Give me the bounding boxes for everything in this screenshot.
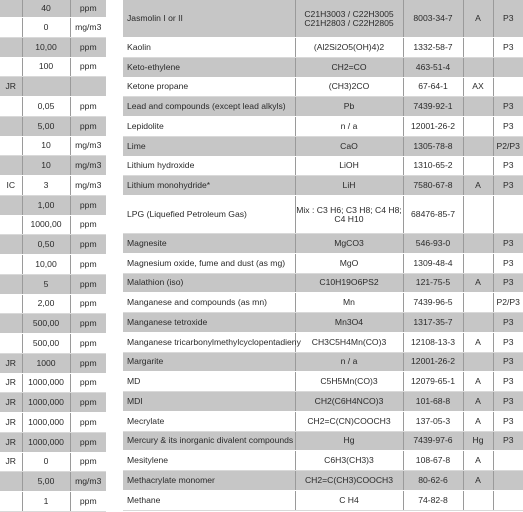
respirator-class-cell: P2/P3 [493, 293, 523, 313]
formula-cell: C6H3(CH3)3 [295, 451, 403, 471]
unit-cell: ppm [70, 255, 106, 275]
substance-name-cell: MD [123, 372, 295, 392]
substance-name-cell: Manganese tricarbonylmethylcyclopentadieny [123, 332, 295, 352]
table-row [123, 97, 523, 117]
table-row [123, 451, 523, 471]
notation-cell [0, 136, 22, 156]
cas-number-cell: 7580-67-8 [403, 176, 463, 196]
limit-value-cell: 5,00 [22, 116, 70, 136]
table-row [0, 314, 106, 334]
unit-cell: ppm [70, 492, 106, 512]
table-row [0, 492, 106, 512]
formula-cell: n / a [295, 352, 403, 372]
substance-name-cell: Lithium monohydride* [123, 176, 295, 196]
notation-cell: JR [0, 353, 22, 373]
respirator-class-cell: P3 [493, 0, 523, 38]
formula-cell: LiOH [295, 156, 403, 176]
notation-cell [463, 234, 493, 254]
cas-number-cell: 1309-48-4 [403, 253, 463, 273]
substance-name-cell: Manganese and compounds (as mn) [123, 293, 295, 313]
notation-cell [0, 57, 22, 77]
limit-value-cell: 10 [22, 156, 70, 176]
cas-number-cell: 137-05-3 [403, 411, 463, 431]
notation-cell [463, 97, 493, 117]
cas-number-cell: 1310-65-2 [403, 156, 463, 176]
cas-number-cell: 101-68-8 [403, 392, 463, 412]
table-row [0, 432, 106, 452]
table-row [0, 413, 106, 433]
table-row [0, 116, 106, 136]
limit-value-cell: 500,00 [22, 314, 70, 334]
unit-cell [70, 77, 106, 97]
formula-cell: (Al2Si2O5(OH)4)2 [295, 38, 403, 58]
notation-cell [0, 37, 22, 57]
unit-cell: ppm [70, 432, 106, 452]
cas-number-cell: 108-67-8 [403, 451, 463, 471]
limit-value-cell: 5,00 [22, 472, 70, 492]
respirator-class-cell: P3 [493, 38, 523, 58]
unit-cell: mg/m3 [70, 176, 106, 196]
substance-name-cell: Kaolin [123, 38, 295, 58]
table-row [0, 274, 106, 294]
limit-value-cell: 10,00 [22, 37, 70, 57]
formula-cell: CaO [295, 136, 403, 156]
substance-name-cell: Manganese tetroxide [123, 313, 295, 333]
cas-number-cell: 67-64-1 [403, 77, 463, 97]
substance-name-cell: Mesitylene [123, 451, 295, 471]
table-row [0, 472, 106, 492]
limit-value-cell: 1000,000 [22, 373, 70, 393]
unit-cell: ppm [70, 235, 106, 255]
substance-name-cell: Magnesite [123, 234, 295, 254]
limit-value-cell: 0 [22, 18, 70, 38]
notation-cell [463, 352, 493, 372]
notation-cell: JR [0, 452, 22, 472]
table-row [0, 452, 106, 472]
notation-cell [463, 253, 493, 273]
table-row [0, 156, 106, 176]
substance-name-cell: Margarite [123, 352, 295, 372]
cas-number-cell: 12001-26-2 [403, 352, 463, 372]
table-row [123, 156, 523, 176]
notation-cell [0, 472, 22, 492]
notation-cell [463, 156, 493, 176]
limit-value-cell: 0 [22, 452, 70, 472]
table-row [0, 77, 106, 97]
table-row [123, 431, 523, 451]
limit-value-cell: 3 [22, 176, 70, 196]
notation-cell [0, 97, 22, 117]
notation-cell: Hg [463, 431, 493, 451]
table-row [0, 97, 106, 117]
substance-name-cell: Methacrylate monomer [123, 471, 295, 491]
cas-number-cell: 7439-92-1 [403, 97, 463, 117]
limit-value-cell: 0,05 [22, 97, 70, 117]
formula-cell: Pb [295, 97, 403, 117]
unit-cell: ppm [70, 294, 106, 314]
substance-name-cell: Lime [123, 136, 295, 156]
cas-number-cell: 12001-26-2 [403, 117, 463, 137]
table-row [123, 117, 523, 137]
table-row [0, 255, 106, 275]
formula-cell: MgO [295, 253, 403, 273]
respirator-class-cell [493, 57, 523, 77]
table-row [123, 273, 523, 293]
table-row [123, 196, 523, 234]
notation-cell [0, 255, 22, 275]
left-table-body [0, 0, 106, 511]
unit-cell: ppm [70, 97, 106, 117]
notation-cell [0, 294, 22, 314]
formula-cell: LiH [295, 176, 403, 196]
substance-name-cell: Mercury & its inorganic divalent compounds [123, 431, 295, 451]
unit-cell: ppm [70, 353, 106, 373]
notation-cell: A [463, 392, 493, 412]
formula-cell: CH2=C(CN)COOCH3 [295, 411, 403, 431]
notation-cell [0, 215, 22, 235]
unit-cell: ppm [70, 373, 106, 393]
notation-cell: JR [0, 413, 22, 433]
table-row [0, 373, 106, 393]
formula-cell: CH2=C(CH3)COOCH3 [295, 471, 403, 491]
table-row [123, 313, 523, 333]
notation-cell [0, 314, 22, 334]
limit-value-cell: 1000 [22, 353, 70, 373]
unit-cell: ppm [70, 57, 106, 77]
table-row [0, 57, 106, 77]
formula-cell: C10H19O6PS2 [295, 273, 403, 293]
unit-cell: ppm [70, 37, 106, 57]
respirator-class-cell [493, 196, 523, 234]
notation-cell: A [463, 332, 493, 352]
cas-number-cell: 463-51-4 [403, 57, 463, 77]
substance-name-cell: Malathion (iso) [123, 273, 295, 293]
formula-cell: C5H5Mn(CO)3 [295, 372, 403, 392]
unit-cell: mg/m3 [70, 472, 106, 492]
cas-number-cell: 546-93-0 [403, 234, 463, 254]
formula-cell: Mix : C3 H6; C3 H8; C4 H8; C4 H10 [295, 196, 403, 234]
notation-cell: A [463, 0, 493, 38]
respirator-class-cell: P3 [493, 313, 523, 333]
formula-cell: Mn [295, 293, 403, 313]
respirator-class-cell: P3 [493, 156, 523, 176]
respirator-class-cell [493, 77, 523, 97]
formula-cell: CH2(C6H4NCO)3 [295, 392, 403, 412]
formula-cell: CH2=CO [295, 57, 403, 77]
respirator-class-cell: P3 [493, 253, 523, 273]
respirator-class-cell: P3 [493, 176, 523, 196]
table-row [0, 0, 106, 18]
notation-cell [0, 195, 22, 215]
substance-name-cell: Methane [123, 490, 295, 510]
formula-cell: Hg [295, 431, 403, 451]
table-row [123, 471, 523, 491]
table-row [0, 136, 106, 156]
limit-value-cell: 1000,000 [22, 432, 70, 452]
cas-number-cell: 7439-97-6 [403, 431, 463, 451]
formula-cell: (CH3)2CO [295, 77, 403, 97]
notation-cell [0, 274, 22, 294]
table-row [123, 253, 523, 273]
unit-cell: ppm [70, 452, 106, 472]
notation-cell [0, 492, 22, 512]
respirator-class-cell: P3 [493, 273, 523, 293]
table-row [123, 490, 523, 510]
respirator-class-cell: P2/P3 [493, 136, 523, 156]
formula-cell: CH3C5H4Mn(CO)3 [295, 332, 403, 352]
table-row [123, 392, 523, 412]
limit-value-cell: 1000,000 [22, 393, 70, 413]
substance-name-cell: Mecrylate [123, 411, 295, 431]
respirator-class-cell [493, 490, 523, 510]
notation-cell: JR [0, 77, 22, 97]
notation-cell [463, 117, 493, 137]
table-row [123, 372, 523, 392]
notation-cell [0, 156, 22, 176]
substance-name-cell: Keto-ethylene [123, 57, 295, 77]
table-row [123, 57, 523, 77]
notation-cell: JR [0, 393, 22, 413]
notation-cell: IC [0, 176, 22, 196]
notation-cell: AX [463, 77, 493, 97]
notation-cell: A [463, 451, 493, 471]
limit-value-cell: 10 [22, 136, 70, 156]
table-row [123, 352, 523, 372]
unit-cell: mg/m3 [70, 136, 106, 156]
unit-cell: ppm [70, 195, 106, 215]
table-row [123, 176, 523, 196]
unit-cell: ppm [70, 393, 106, 413]
notation-cell [463, 57, 493, 77]
respirator-class-cell [493, 471, 523, 491]
notation-cell [463, 490, 493, 510]
unit-cell: ppm [70, 215, 106, 235]
table-row [123, 136, 523, 156]
cas-number-cell: 68476-85-7 [403, 196, 463, 234]
table-row [123, 0, 523, 38]
substance-name-cell: Ketone propane [123, 77, 295, 97]
unit-cell: ppm [70, 334, 106, 354]
table-row [0, 37, 106, 57]
notation-cell [463, 38, 493, 58]
notation-cell [463, 313, 493, 333]
limit-value-cell: 5 [22, 274, 70, 294]
formula-cell: C H4 [295, 490, 403, 510]
cas-number-cell: 12108-13-3 [403, 332, 463, 352]
notation-cell [463, 136, 493, 156]
table-row [0, 195, 106, 215]
table-row [0, 334, 106, 354]
respirator-class-cell [493, 451, 523, 471]
cas-number-cell: 1332-58-7 [403, 38, 463, 58]
table-row [123, 332, 523, 352]
notation-cell: A [463, 411, 493, 431]
limit-value-cell: 1000,000 [22, 413, 70, 433]
notation-cell [0, 0, 22, 18]
formula-cell: C21H3003 / C22H3005 C21H2803 / C22H2805 [295, 0, 403, 38]
limit-value-cell: 1,00 [22, 195, 70, 215]
respirator-class-cell: P3 [493, 117, 523, 137]
substance-name-cell: Lead and compounds (except lead alkyls) [123, 97, 295, 117]
notation-cell [463, 196, 493, 234]
limit-value-cell: 100 [22, 57, 70, 77]
notation-cell: JR [0, 373, 22, 393]
substance-name-cell: MDI [123, 392, 295, 412]
formula-cell: Mn3O4 [295, 313, 403, 333]
respirator-class-cell: P3 [493, 332, 523, 352]
limit-value-cell [22, 77, 70, 97]
cas-number-cell: 1305-78-8 [403, 136, 463, 156]
notation-cell [0, 235, 22, 255]
formula-cell: n / a [295, 117, 403, 137]
table-row [0, 393, 106, 413]
unit-cell: ppm [70, 0, 106, 18]
substance-name-cell: Lepidolite [123, 117, 295, 137]
unit-cell: ppm [70, 274, 106, 294]
respirator-class-cell: P3 [493, 392, 523, 412]
substance-name-cell: LPG (Liquefied Petroleum Gas) [123, 196, 295, 234]
notation-cell: A [463, 471, 493, 491]
limit-value-cell: 40 [22, 0, 70, 18]
table-row [123, 38, 523, 58]
substance-name-cell: Magnesium oxide, fume and dust (as mg) [123, 253, 295, 273]
unit-cell: ppm [70, 314, 106, 334]
notation-cell: A [463, 176, 493, 196]
formula-cell: MgCO3 [295, 234, 403, 254]
unit-cell: ppm [70, 413, 106, 433]
notation-cell [0, 116, 22, 136]
unit-cell: mg/m3 [70, 156, 106, 176]
limit-value-cell: 0,50 [22, 235, 70, 255]
respirator-class-cell: P3 [493, 411, 523, 431]
table-row [0, 215, 106, 235]
notation-cell: A [463, 273, 493, 293]
respirator-class-cell: P3 [493, 234, 523, 254]
left-exposure-limit-table [0, 0, 106, 512]
cas-number-cell: 121-75-5 [403, 273, 463, 293]
respirator-class-cell: P3 [493, 352, 523, 372]
limit-value-cell: 10,00 [22, 255, 70, 275]
table-row [123, 234, 523, 254]
notation-cell [0, 18, 22, 38]
unit-cell: ppm [70, 116, 106, 136]
cas-number-cell: 80-62-6 [403, 471, 463, 491]
chemical-substance-table [123, 0, 523, 511]
unit-cell: mg/m3 [70, 18, 106, 38]
notation-cell: A [463, 372, 493, 392]
limit-value-cell: 2,00 [22, 294, 70, 314]
respirator-class-cell: P3 [493, 97, 523, 117]
respirator-class-cell: P3 [493, 372, 523, 392]
table-row [123, 411, 523, 431]
table-row [0, 353, 106, 373]
notation-cell [463, 293, 493, 313]
table-row [123, 293, 523, 313]
notation-cell: JR [0, 432, 22, 452]
limit-value-cell: 1 [22, 492, 70, 512]
cas-number-cell: 12079-65-1 [403, 372, 463, 392]
table-row [0, 18, 106, 38]
table-row [0, 176, 106, 196]
notation-cell [0, 334, 22, 354]
table-row [0, 235, 106, 255]
substance-name-cell: Jasmolin I or II [123, 0, 295, 38]
cas-number-cell: 1317-35-7 [403, 313, 463, 333]
cas-number-cell: 8003-34-7 [403, 0, 463, 38]
limit-value-cell: 1000,00 [22, 215, 70, 235]
table-row [123, 77, 523, 97]
limit-value-cell: 500,00 [22, 334, 70, 354]
substance-name-cell: Lithium hydroxide [123, 156, 295, 176]
cas-number-cell: 7439-96-5 [403, 293, 463, 313]
table-row [0, 294, 106, 314]
cas-number-cell: 74-82-8 [403, 490, 463, 510]
respirator-class-cell: P3 [493, 431, 523, 451]
chemical-table-body [123, 0, 523, 510]
